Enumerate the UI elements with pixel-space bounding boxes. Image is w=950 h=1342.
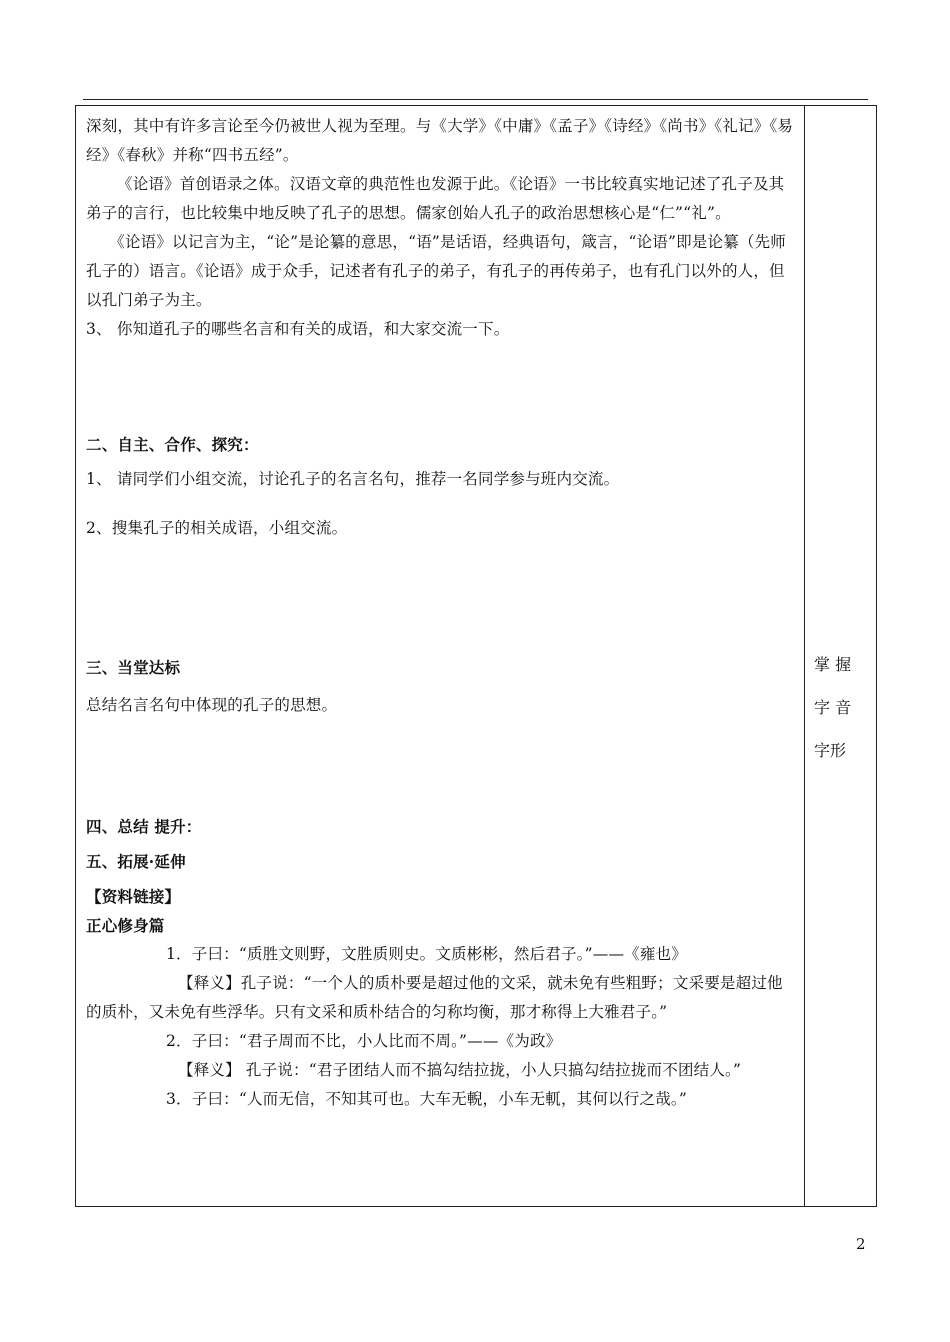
side-line-2: 字 音 <box>814 698 852 717</box>
quote-2: 2．子曰：“君子周而不比，小人比而不周。”——《为政》 <box>166 1032 562 1050</box>
quote-3: 3．子曰：“人而无信，不知其可也。大车无輗，小车无軏，其何以行之哉。” <box>166 1090 687 1108</box>
column-divider <box>804 106 805 1206</box>
question-3: 3、 你知道孔子的哪些名言和有关的成语，和大家交流一下。 <box>86 320 510 338</box>
section-2-title: 二、自主、合作、探究： <box>86 435 259 454</box>
paragraph-analects-meaning: 《论语》以记言为主，“论”是论纂的意思，“语”是话语，经典语句，箴言，“论语”即是论纂（先师孔子的）语言。《论语》成于众手，记述者有孔子的弟子，有孔子的再传弟子，也有孔门以外的人，但以孔门弟子为主。 <box>86 233 786 309</box>
side-column <box>814 643 870 772</box>
paragraph-analects-style: 《论语》首创语录之体。汉语文章的典范性也发源于此。《论语》一书比较真实地记述了孔子及其弟子的言行，也比较集中地反映了孔子的思想。儒家创始人孔子的政治思想核心是“仁”“礼”。 <box>86 175 785 222</box>
header-rule <box>83 99 868 100</box>
content-table <box>75 105 877 1207</box>
side-line-1: 掌 握 <box>814 655 852 674</box>
resource-title: 【资料链接】 <box>86 887 181 906</box>
quote-1: 1．子曰：“质胜文则野，文胜质则史。文质彬彬，然后君子。”——《雍也》 <box>166 945 687 963</box>
sub-title: 正心修身篇 <box>86 916 165 935</box>
section-3-title: 三、当堂达标 <box>86 658 181 677</box>
gloss-1: 【释义】孔子说：“一个人的质朴要是超过他的文采，就未免有些粗野；文采要是超过他的质朴，又未免有些浮华。只有文采和质朴结合的匀称均衡，那才称得上大雅君子。” <box>86 974 783 1021</box>
paragraph-four-books: 深刻，其中有许多言论至今仍被世人视为至理。与《大学》《中庸》《孟子》《诗经》《尚书》《礼记》《易经》《春秋》并称“四书五经”。 <box>86 117 794 164</box>
section-2-item-2: 2、搜集孔子的相关成语，小组交流。 <box>86 519 348 537</box>
section-5-title: 五、拓展·延伸 <box>86 852 186 871</box>
side-line-3: 字形 <box>814 741 847 760</box>
main-column <box>86 112 796 1114</box>
section-4-title: 四、总结 提升： <box>86 817 202 836</box>
page-number: 2 <box>856 1235 866 1253</box>
gloss-2: 【释义】 孔子说：“君子团结人而不搞勾结拉拢，小人只搞勾结拉拢而不团结人。” <box>178 1061 742 1079</box>
section-3-text: 总结名言名句中体现的孔子的思想。 <box>86 696 338 714</box>
section-2-item-1: 1、 请同学们小组交流，讨论孔子的名言名句，推荐一名同学参与班内交流。 <box>86 470 620 488</box>
